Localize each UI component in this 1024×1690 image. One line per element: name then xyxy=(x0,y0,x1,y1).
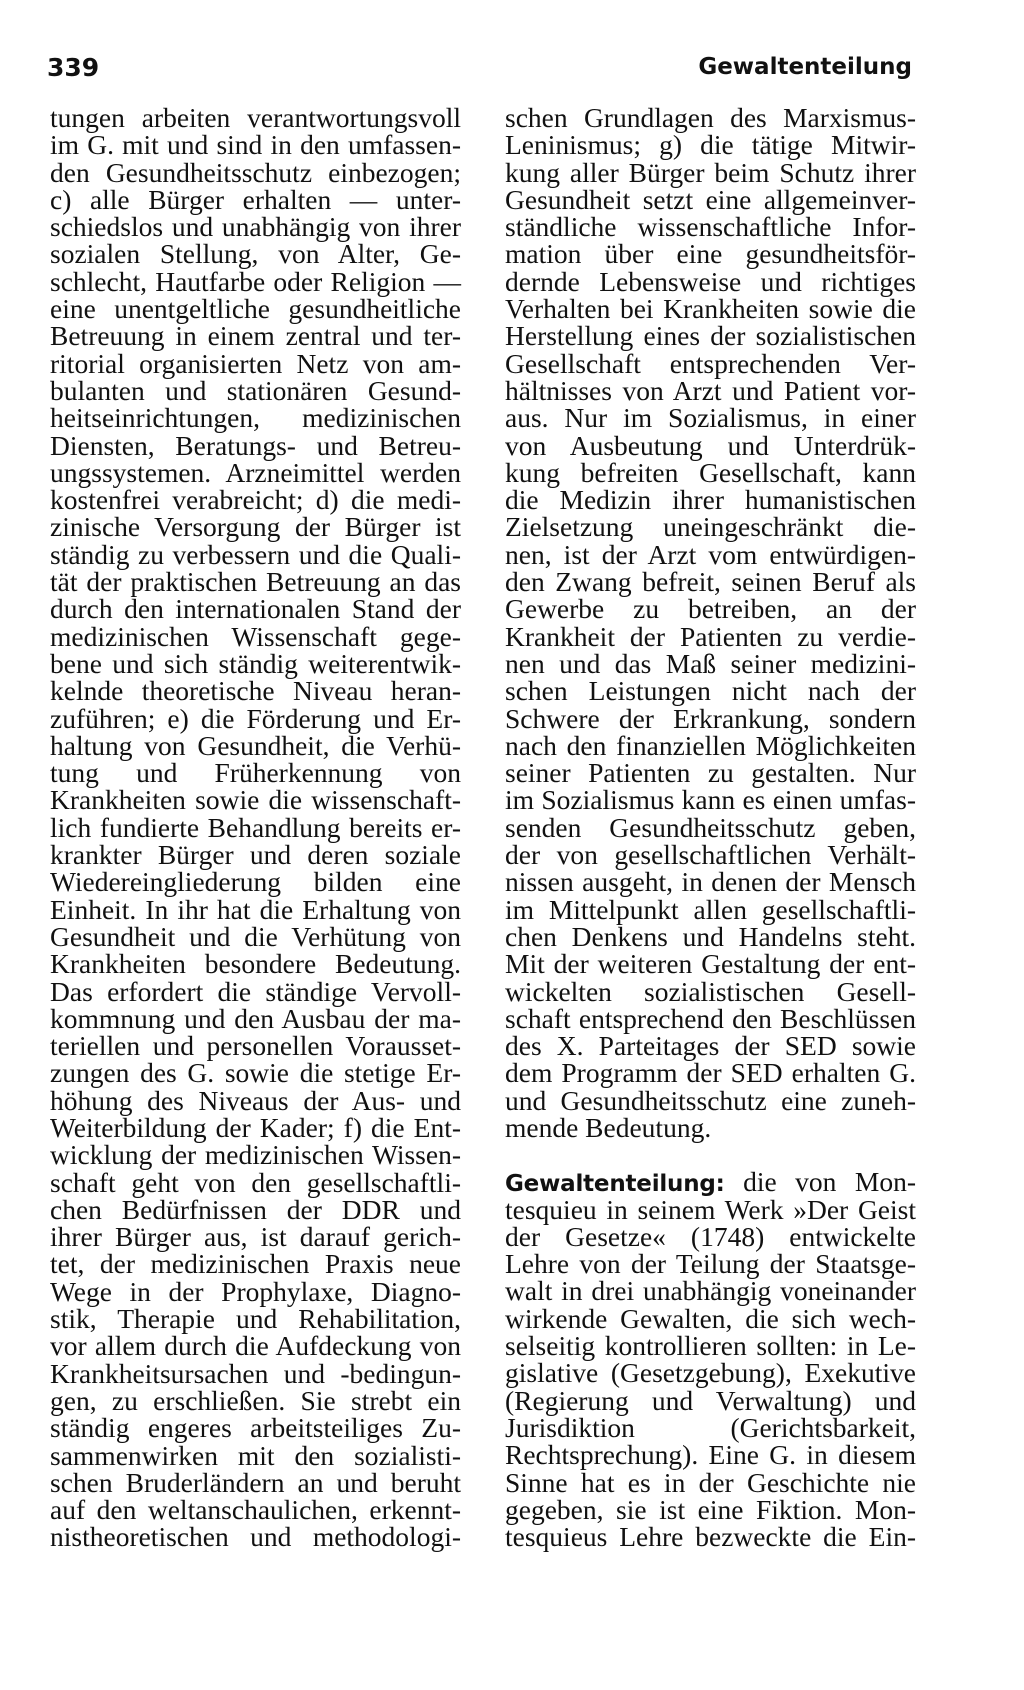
text-line: c) alle Bürger erhalten — unter- xyxy=(50,183,461,215)
text-line: ritorial organisierten Netz von am- xyxy=(50,347,461,379)
text-line: seiner Patienten zu gestalten. Nur xyxy=(505,757,916,789)
text-line: des X. Parteitages der SED sowie xyxy=(505,1030,916,1062)
text-line: tesquieu in seinem Werk »Der Geist xyxy=(505,1193,916,1225)
text-line: kelnde theoretische Niveau heran- xyxy=(50,675,461,707)
text-line: Einheit. In ihr hat die Erhaltung von xyxy=(50,893,461,925)
text-line: ungssystemen. Arzneimittel werden xyxy=(50,456,461,488)
text-line: Sinne hat es in der Geschichte nie xyxy=(505,1466,916,1498)
text-line: tungen arbeiten verantwortungsvoll xyxy=(50,102,461,133)
text-line: den Gesundheitsschutz einbezogen; xyxy=(50,156,461,188)
text-line: zuführen; e) die Förderung und Er- xyxy=(50,702,461,734)
text-line: Herstellung eines der sozialistischen xyxy=(505,320,916,352)
text-line: medizinischen Wissenschaft gege- xyxy=(50,620,461,652)
text-line: sammenwirken mit den sozialisti- xyxy=(50,1439,461,1471)
text-line: schen Bruderländern an und beruht xyxy=(50,1466,461,1498)
text-line: mation über eine gesundheitsför- xyxy=(505,238,916,270)
text-line: Gewerbe zu betreiben, an der xyxy=(505,593,916,625)
text-line: mende Bedeutung. xyxy=(505,1111,712,1143)
text-line: durch den internationalen Stand der xyxy=(50,593,461,625)
text-line: kommnung und den Ausbau der ma- xyxy=(50,1002,461,1034)
previous-entry-continuation xyxy=(505,104,916,1141)
text-line: kung aller Bürger beim Schutz ihrer xyxy=(505,156,916,188)
text-line: bene und sich ständig weiterentwik- xyxy=(50,647,461,679)
running-head: Gewaltenteilung xyxy=(698,54,912,80)
text-line: ständig zu verbessern und die Quali- xyxy=(50,538,461,570)
text-line: kostenfrei verabreicht; d) die medi- xyxy=(50,484,461,516)
text-line: im G. mit und sind in den umfassen- xyxy=(50,129,461,161)
text-line: stik, Therapie und Rehabilitation, xyxy=(50,1303,461,1335)
text-line: bulanten und stationären Gesund- xyxy=(50,374,461,406)
text-line: im Sozialismus kann es einen umfas- xyxy=(505,784,916,816)
text-line: dem Programm der SED erhalten G. xyxy=(505,1057,916,1089)
text-line: ständig engeres arbeitsteiliges Zu- xyxy=(50,1412,461,1444)
text-line: schaft geht von den gesellschaftli- xyxy=(50,1166,461,1198)
text-line: Das erfordert die ständige Vervoll- xyxy=(50,975,461,1007)
text-line: höhung des Niveaus der Aus- und xyxy=(50,1084,461,1116)
text-line: gislative (Gesetzgebung), Exekutive xyxy=(505,1357,916,1389)
text-line: schen Leistungen nicht nach der xyxy=(505,675,916,707)
text-line: wickelten sozialistischen Gesell- xyxy=(505,975,916,1007)
entry-headword: Gewaltenteilung: xyxy=(505,1171,725,1198)
text-line: Schwere der Erkrankung, sondern xyxy=(505,702,916,734)
text-line: Krankheit der Patienten zu verdie- xyxy=(505,620,916,652)
text-line: sozialen Stellung, von Alter, Ge- xyxy=(50,238,461,270)
text-line: schlecht, Hautfarbe oder Religion — xyxy=(50,265,461,297)
text-line: chen Bedürfnissen der DDR und xyxy=(50,1193,461,1225)
text-line: ihrer Bürger aus, ist darauf gerich- xyxy=(50,1221,461,1253)
text-line: nach den finanziellen Möglichkeiten xyxy=(505,729,916,761)
text-line: (Regierung und Verwaltung) und xyxy=(505,1384,916,1416)
text-line: Jurisdiktion (Gerichtsbarkeit, xyxy=(505,1411,916,1443)
page-number: 339 xyxy=(47,53,100,82)
text-line: und Gesundheitsschutz eine zuneh- xyxy=(505,1084,916,1116)
text-line: der von gesellschaftlichen Verhält- xyxy=(505,839,916,871)
text-line: Verhalten bei Krankheiten sowie die xyxy=(505,293,916,325)
text-line: der Gesetze« (1748) entwickelte xyxy=(505,1220,916,1252)
text-line: Weiterbildung der Kader; f) die Ent- xyxy=(50,1111,461,1143)
text-line: Gesundheit und die Verhütung von xyxy=(50,920,461,952)
text-line: senden Gesundheitsschutz geben, xyxy=(505,811,916,843)
text-line: Krankheiten besondere Bedeutung. xyxy=(50,948,461,980)
text-line: die Medizin ihrer humanistischen xyxy=(505,484,916,516)
text-line: eine unentgeltliche gesundheitliche xyxy=(50,293,461,325)
text-line: nen und das Maß seiner medizini- xyxy=(505,647,916,679)
text-line: krankter Bürger und deren soziale xyxy=(50,839,461,871)
entry-gewaltenteilung xyxy=(505,1166,916,1553)
text-line: vor allem durch die Aufdeckung von xyxy=(50,1330,461,1362)
text-line: schaft entsprechend den Beschlüssen xyxy=(505,1002,916,1034)
text-line: wirkende Gewalten, die sich wech- xyxy=(505,1302,916,1334)
text-line: Wiedereingliederung bilden eine xyxy=(50,866,461,898)
paragraph-gap xyxy=(505,1141,916,1168)
entry-first-line xyxy=(505,1166,916,1198)
text-line: tät der praktischen Betreuung an das xyxy=(50,566,461,598)
text-line: walt in drei unabhängig voneinander xyxy=(505,1275,916,1307)
text-line: Wege in der Prophylaxe, Diagno- xyxy=(50,1275,461,1307)
text-line: im Mittelpunkt allen gesellschaftli- xyxy=(505,893,916,925)
text-line: schiedslos und unabhängig von ihrer xyxy=(50,211,461,243)
text-line: Krankheiten sowie die wissenschaft- xyxy=(50,784,461,816)
text-line: gen, zu erschließen. Sie strebt ein xyxy=(50,1384,461,1416)
text-line: teriellen und personellen Vorausset- xyxy=(50,1030,461,1062)
text-line: dernde Lebensweise und richtiges xyxy=(505,265,916,297)
entry-body xyxy=(505,1193,916,1553)
text-line: den Zwang befreit, seinen Beruf als xyxy=(505,566,916,598)
text-line: nen, ist der Arzt vom entwürdigen- xyxy=(505,538,916,570)
text-line: wicklung der medizinischen Wissen- xyxy=(50,1139,461,1171)
text-line: zungen des G. sowie die stetige Er- xyxy=(50,1057,461,1089)
text-line: kung befreiten Gesellschaft, kann xyxy=(505,456,916,488)
text-line: haltung von Gesundheit, die Verhü- xyxy=(50,729,461,761)
text-line: Diensten, Beratungs- und Betreu- xyxy=(50,429,461,461)
text-line: auf den weltanschaulichen, erkennt- xyxy=(50,1494,461,1526)
text-line: gegeben, sie ist eine Fiktion. Mon- xyxy=(505,1493,916,1525)
text-line: Krankheitsursachen und -bedingun- xyxy=(50,1357,461,1389)
text-line: hältnisses von Arzt und Patient vor- xyxy=(505,374,916,406)
right-column xyxy=(505,102,916,1553)
text-line: Gesellschaft entsprechenden Ver- xyxy=(505,347,916,379)
text-line: aus. Nur im Sozialismus, in einer xyxy=(505,402,916,434)
text-line: heitseinrichtungen, medizinischen xyxy=(50,402,461,434)
text-line: Betreuung in einem zentral und ter- xyxy=(50,320,461,352)
entry-first-line-text: die von Mon- xyxy=(743,1166,916,1198)
text-line: chen Denkens und Handelns steht. xyxy=(505,920,916,952)
text-line: Rechtsprechung). Eine G. in diesem xyxy=(505,1439,916,1471)
text-line: tung und Früherkennung von xyxy=(50,757,461,789)
text-line: tet, der medizinischen Praxis neue xyxy=(50,1248,461,1280)
text-line: Lehre von der Teilung der Staatsge- xyxy=(505,1248,916,1280)
text-line: Gesundheit setzt eine allgemeinver- xyxy=(505,183,916,215)
text-line: Leninismus; g) die tätige Mitwir- xyxy=(505,129,916,161)
text-line: selseitig kontrollieren sollten: in Le- xyxy=(505,1330,916,1362)
text-line: zinische Versorgung der Bürger ist xyxy=(50,511,461,543)
text-line: nissen ausgeht, in denen der Mensch xyxy=(505,866,916,898)
text-line: ständliche wissenschaftliche Infor- xyxy=(505,211,916,243)
text-line: nistheoretischen und methodologi- xyxy=(50,1521,461,1553)
left-column xyxy=(50,104,461,1551)
text-line: lich fundierte Behandlung bereits er- xyxy=(50,811,461,843)
text-line: tesquieus Lehre bezweckte die Ein- xyxy=(505,1521,916,1553)
text-line: von Ausbeutung und Unterdrük- xyxy=(505,429,916,461)
text-line: schen Grundlagen des Marxismus- xyxy=(505,102,916,133)
text-line: Zielsetzung uneingeschränkt die- xyxy=(505,511,916,543)
text-line: Mit der weiteren Gestaltung der ent- xyxy=(505,948,916,980)
